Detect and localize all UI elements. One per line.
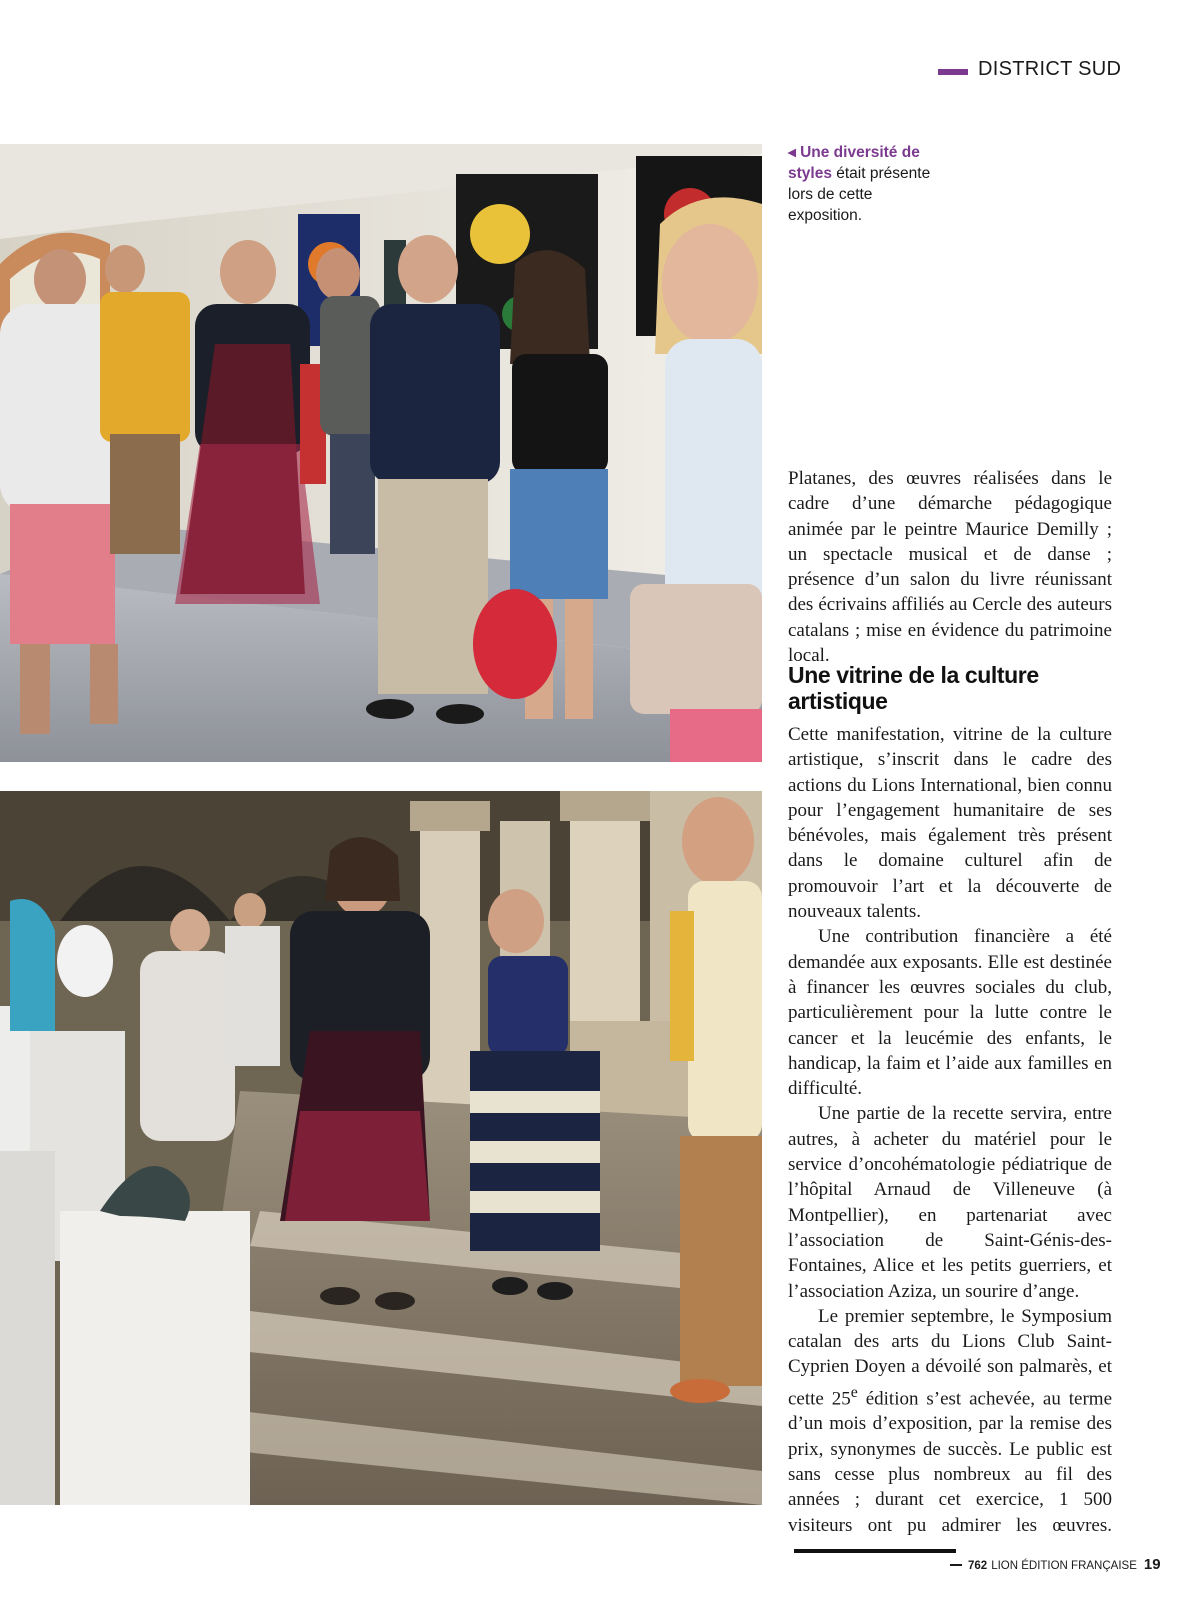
- caption-text: était présente lors de cette exposition.: [788, 165, 931, 224]
- section-label: DISTRICT SUD: [978, 58, 1122, 80]
- end-of-article-rule: [794, 1549, 956, 1553]
- paragraph-4-part-1: Le premier septembre, le Symposium catalan des arts du Lions Club Saint-Cyprien Doyen a dévoilé son palmarès, et cette 25: [788, 1305, 1112, 1410]
- publication-name: LION ÉDITION FRANÇAISE: [991, 1560, 1137, 1572]
- exhibition-gallery-photo: [0, 144, 762, 762]
- cloister-exhibition-photo: [0, 791, 762, 1505]
- caption-lead: ◂ Une diversité de styles: [788, 144, 920, 182]
- photo-caption: [788, 142, 938, 226]
- article-subheading: Une vitrine de la culture artistique: [788, 662, 1039, 714]
- page-folio: [950, 1556, 1161, 1573]
- paragraph-4-part-2: édition s’est achevée, au terme d’un mois d’exposition, par la remise des prix, synonymes de succès. Le public est sans cesse plus nombreux au fil des années ; durant cet exercice, 1 500 visiteurs ont pu admirer les œuvres.: [788, 1388, 1112, 1536]
- section-accent-bar: [938, 69, 968, 75]
- issue-number: 762: [968, 1560, 988, 1572]
- folio-dash: [950, 1564, 962, 1566]
- article-paragraph-2: Une contribution financière a été demandée aux exposants. Elle est destinée à financer les œuvres sociales du club, particulièrement pour la lutte contre le cancer et la leucémie des enfants, le handicap, la faim et l’aide aux familles en difficulté.: [788, 926, 1112, 1100]
- article-paragraph-1: Cette manifestation, vitrine de la culture artistique, s’inscrit dans le cadre des actions du Lions International, bien connu pour l’engagement humanitaire de ses bénévoles, mais également très présent dans le domaine culturel afin de promouvoir l’art et la découverte de nouveaux talents.: [788, 724, 1112, 923]
- page-number: 19: [1143, 1556, 1161, 1573]
- article-body-top: [788, 466, 1112, 668]
- article-paragraph-continued: Platanes, des œuvres réalisées dans le cadre d’une démarche pédagogique animée par le peintre Maurice Demilly ; un spectacle musical et de danse ; présence d’un salon du livre réunissant des écrivains affiliés au Cercle des auteurs catalans ; mise en évidence du patrimoine local.: [788, 468, 1112, 667]
- article-paragraph-3: Une partie de la recette servira, entre autres, à acheter du matériel pour le service d’oncohématologie pédiatrique de l’hôpital Arnaud de Villeneuve (à Montpellier), en partenariat avec l’association de Saint-Génis-des-Fontaines, Alice et les petits guerriers, et l’association Aziza, un sourire d’ange.: [788, 1103, 1112, 1302]
- section-tag: [938, 58, 1121, 81]
- article-body-bottom: [788, 722, 1112, 1563]
- ordinal-superscript: e: [850, 1383, 858, 1401]
- article-paragraph-4: [788, 1304, 1112, 1563]
